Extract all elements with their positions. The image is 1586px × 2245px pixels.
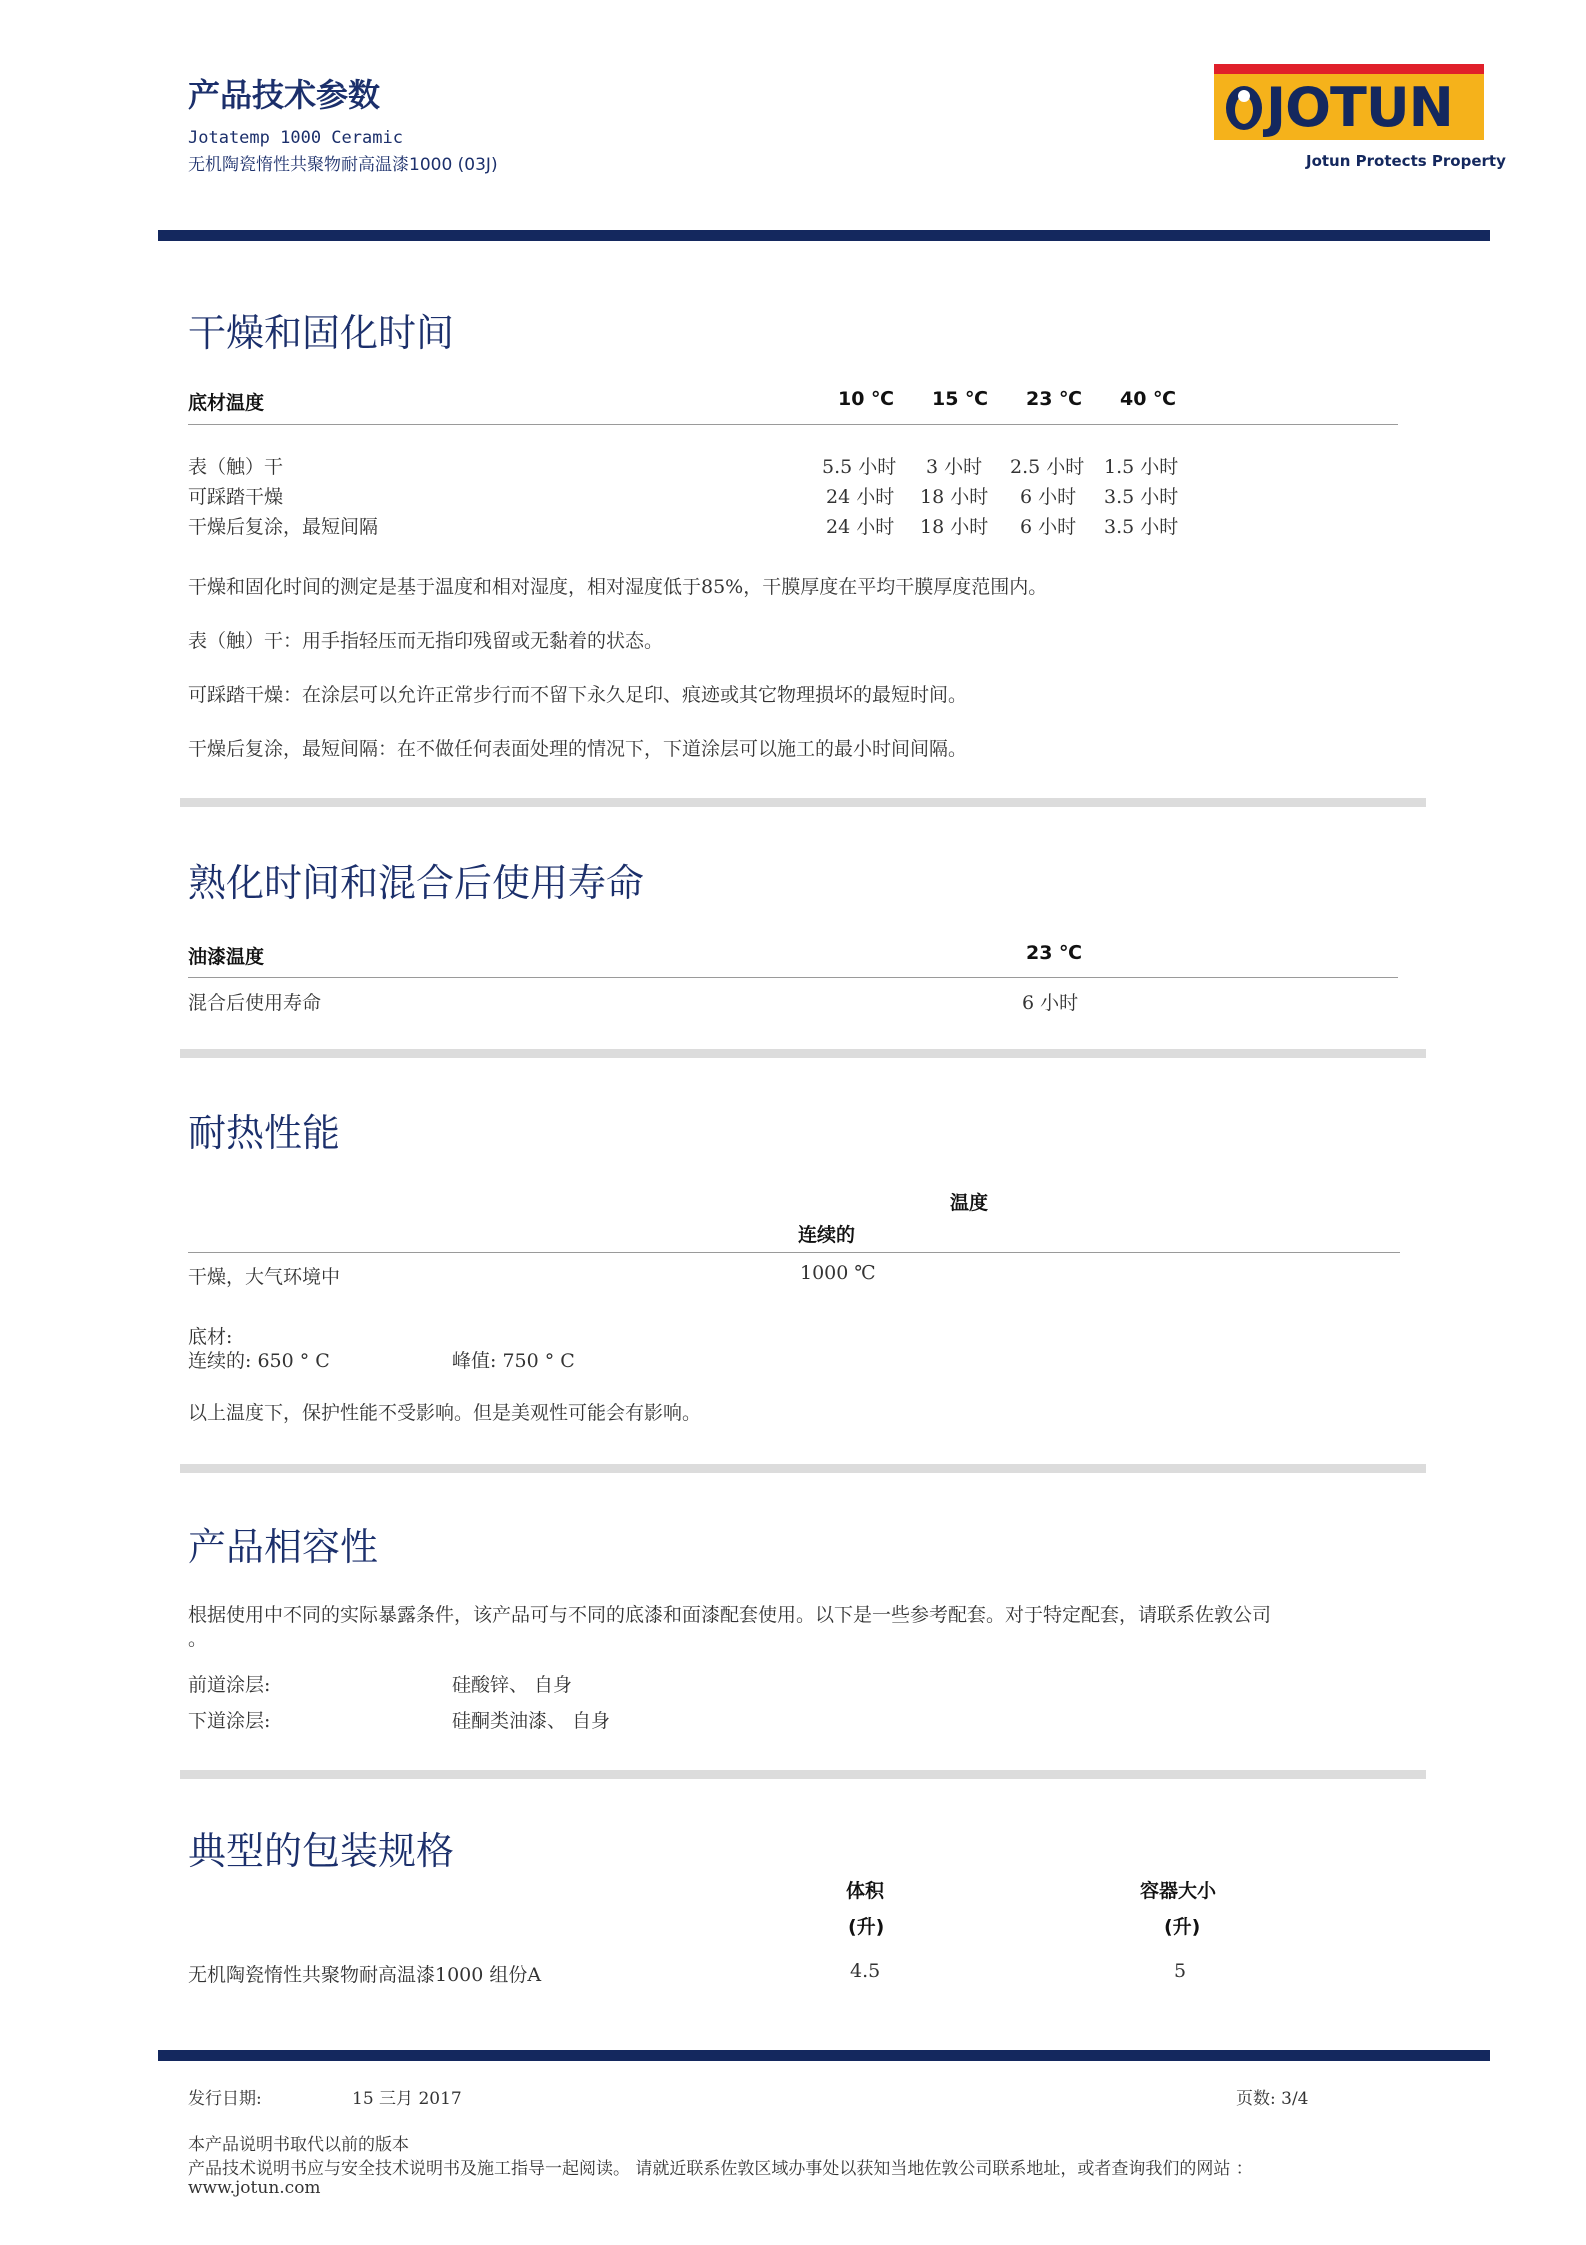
pack-col-container: 容器大小 (1140, 1880, 1217, 1902)
section-title-heat: 耐热性能 (188, 1111, 341, 1155)
row-label: 可踩踏干燥 (188, 486, 284, 508)
compat-label: 下道涂层: (188, 1710, 271, 1732)
potlife-label: 混合后使用寿命 (188, 992, 322, 1014)
row-value: 3 小时 (926, 456, 983, 478)
row-value: 6 小时 (1020, 516, 1077, 538)
temp-header-10: 10 ℃ (838, 388, 895, 410)
row-value: 6 小时 (1020, 486, 1077, 508)
row-value: 3.5 小时 (1104, 516, 1179, 538)
table-rule (188, 1252, 1400, 1253)
row-label: 干燥后复涂，最短间隔 (188, 516, 379, 538)
row-value: 1.5 小时 (1104, 456, 1179, 478)
drying-note: 干燥后复涂，最短间隔：在不做任何表面处理的情况下，下道涂层可以施工的最小时间间隔。 (188, 738, 968, 760)
compat-text-cont: 。 (188, 1628, 208, 1650)
pack-col-volume: 体积 (846, 1880, 885, 1902)
substrate-label: 底材: (188, 1326, 233, 1348)
footer-band (158, 2050, 1490, 2061)
heat-cont-header: 连续的 (798, 1224, 856, 1246)
pack-col-volume-unit: (升) (848, 1916, 885, 1938)
substrate-peak: 峰值: 750 ° C (452, 1350, 575, 1372)
substrate-temp-header: 底材温度 (188, 392, 265, 414)
temp-header-40: 40 ℃ (1120, 388, 1177, 410)
compat-value: 硅酮类油漆、 自身 (452, 1710, 611, 1732)
page-title: 产品技术参数 (188, 76, 381, 114)
drying-note: 干燥和固化时间的测定是基于温度和相对湿度，相对湿度低于85%，干膜厚度在平均干膜厚度范围内。 (188, 576, 1048, 598)
logo-emblem-icon (1222, 80, 1266, 136)
section-divider (180, 1770, 1426, 1779)
table-rule (188, 424, 1398, 425)
row-label: 表（触）干 (188, 456, 284, 478)
heat-temp-header: 温度 (950, 1192, 989, 1214)
footer-note: 产品技术说明书应与安全技术说明书及施工指导一起阅读。 请就近联系佐敦区域办事处以获知当地佐敦公司联系地址，或者查询我们的网站 ： (188, 2159, 1253, 2179)
pack-row-label: 无机陶瓷惰性共聚物耐高温漆1000 组份A (188, 1964, 542, 1986)
drying-note: 可踩踏干燥：在涂层可以允许正常步行而不留下永久足印、痕迹或其它物理损坏的最短时间。 (188, 684, 968, 706)
section-divider (180, 798, 1426, 807)
section-title-drying: 干燥和固化时间 (188, 311, 455, 355)
pack-col-container-unit: (升) (1164, 1916, 1201, 1938)
issue-date: 15 三月 2017 (352, 2089, 462, 2109)
section-divider (180, 1464, 1426, 1473)
heat-note: 以上温度下，保护性能不受影响。但是美观性可能会有影响。 (188, 1402, 702, 1424)
section-divider (180, 1049, 1426, 1058)
row-value: 5.5 小时 (822, 456, 897, 478)
temp-header-15: 15 ℃ (932, 388, 989, 410)
section-title-potlife: 熟化时间和混合后使用寿命 (188, 861, 645, 905)
product-name-cn: 无机陶瓷惰性共聚物耐高温漆1000 (03J) (188, 155, 498, 175)
pack-row-volume: 4.5 (850, 1960, 881, 1982)
table-rule (188, 977, 1398, 978)
website-link[interactable]: www.jotun.com (188, 2178, 321, 2198)
substrate-continuous: 连续的: 650 ° C (188, 1350, 330, 1372)
drying-note: 表（触）干：用手指轻压而无指印残留或无黏着的状态。 (188, 630, 664, 652)
heat-row-label: 干燥，大气环境中 (188, 1266, 341, 1288)
product-name-en: Jotatemp 1000 Ceramic (188, 128, 403, 148)
logo-wordmark: JOTUN (1266, 76, 1453, 139)
footer-note: 本产品说明书取代以前的版本 (188, 2135, 409, 2155)
temp-header-23: 23 ℃ (1026, 388, 1083, 410)
temp-header-23: 23 ℃ (1026, 942, 1083, 964)
header-band (158, 230, 1490, 241)
logo-tagline: Jotun Protects Property (1306, 152, 1506, 170)
compat-text: 根据使用中不同的实际暴露条件，该产品可与不同的底漆和面漆配套使用。以下是一些参考配套。对于特定配套，请联系佐敦公司 (188, 1604, 1272, 1626)
row-value: 3.5 小时 (1104, 486, 1179, 508)
potlife-value: 6 小时 (1022, 992, 1079, 1014)
logo-red-bar (1214, 64, 1484, 74)
row-value: 24 小时 (826, 486, 895, 508)
row-value: 24 小时 (826, 516, 895, 538)
row-value: 2.5 小时 (1010, 456, 1085, 478)
row-value: 18 小时 (920, 486, 989, 508)
heat-row-value: 1000 ℃ (800, 1262, 876, 1284)
section-title-compat: 产品相容性 (188, 1525, 379, 1569)
pack-row-container: 5 (1174, 1960, 1187, 1982)
page-number: 页数: 3/4 (1236, 2089, 1309, 2109)
row-value: 18 小时 (920, 516, 989, 538)
section-title-packaging: 典型的包装规格 (188, 1829, 455, 1873)
paint-temp-header: 油漆温度 (188, 946, 265, 968)
issue-date-label: 发行日期: (188, 2089, 262, 2109)
compat-label: 前道涂层: (188, 1674, 271, 1696)
compat-value: 硅酸锌、 自身 (452, 1674, 573, 1696)
